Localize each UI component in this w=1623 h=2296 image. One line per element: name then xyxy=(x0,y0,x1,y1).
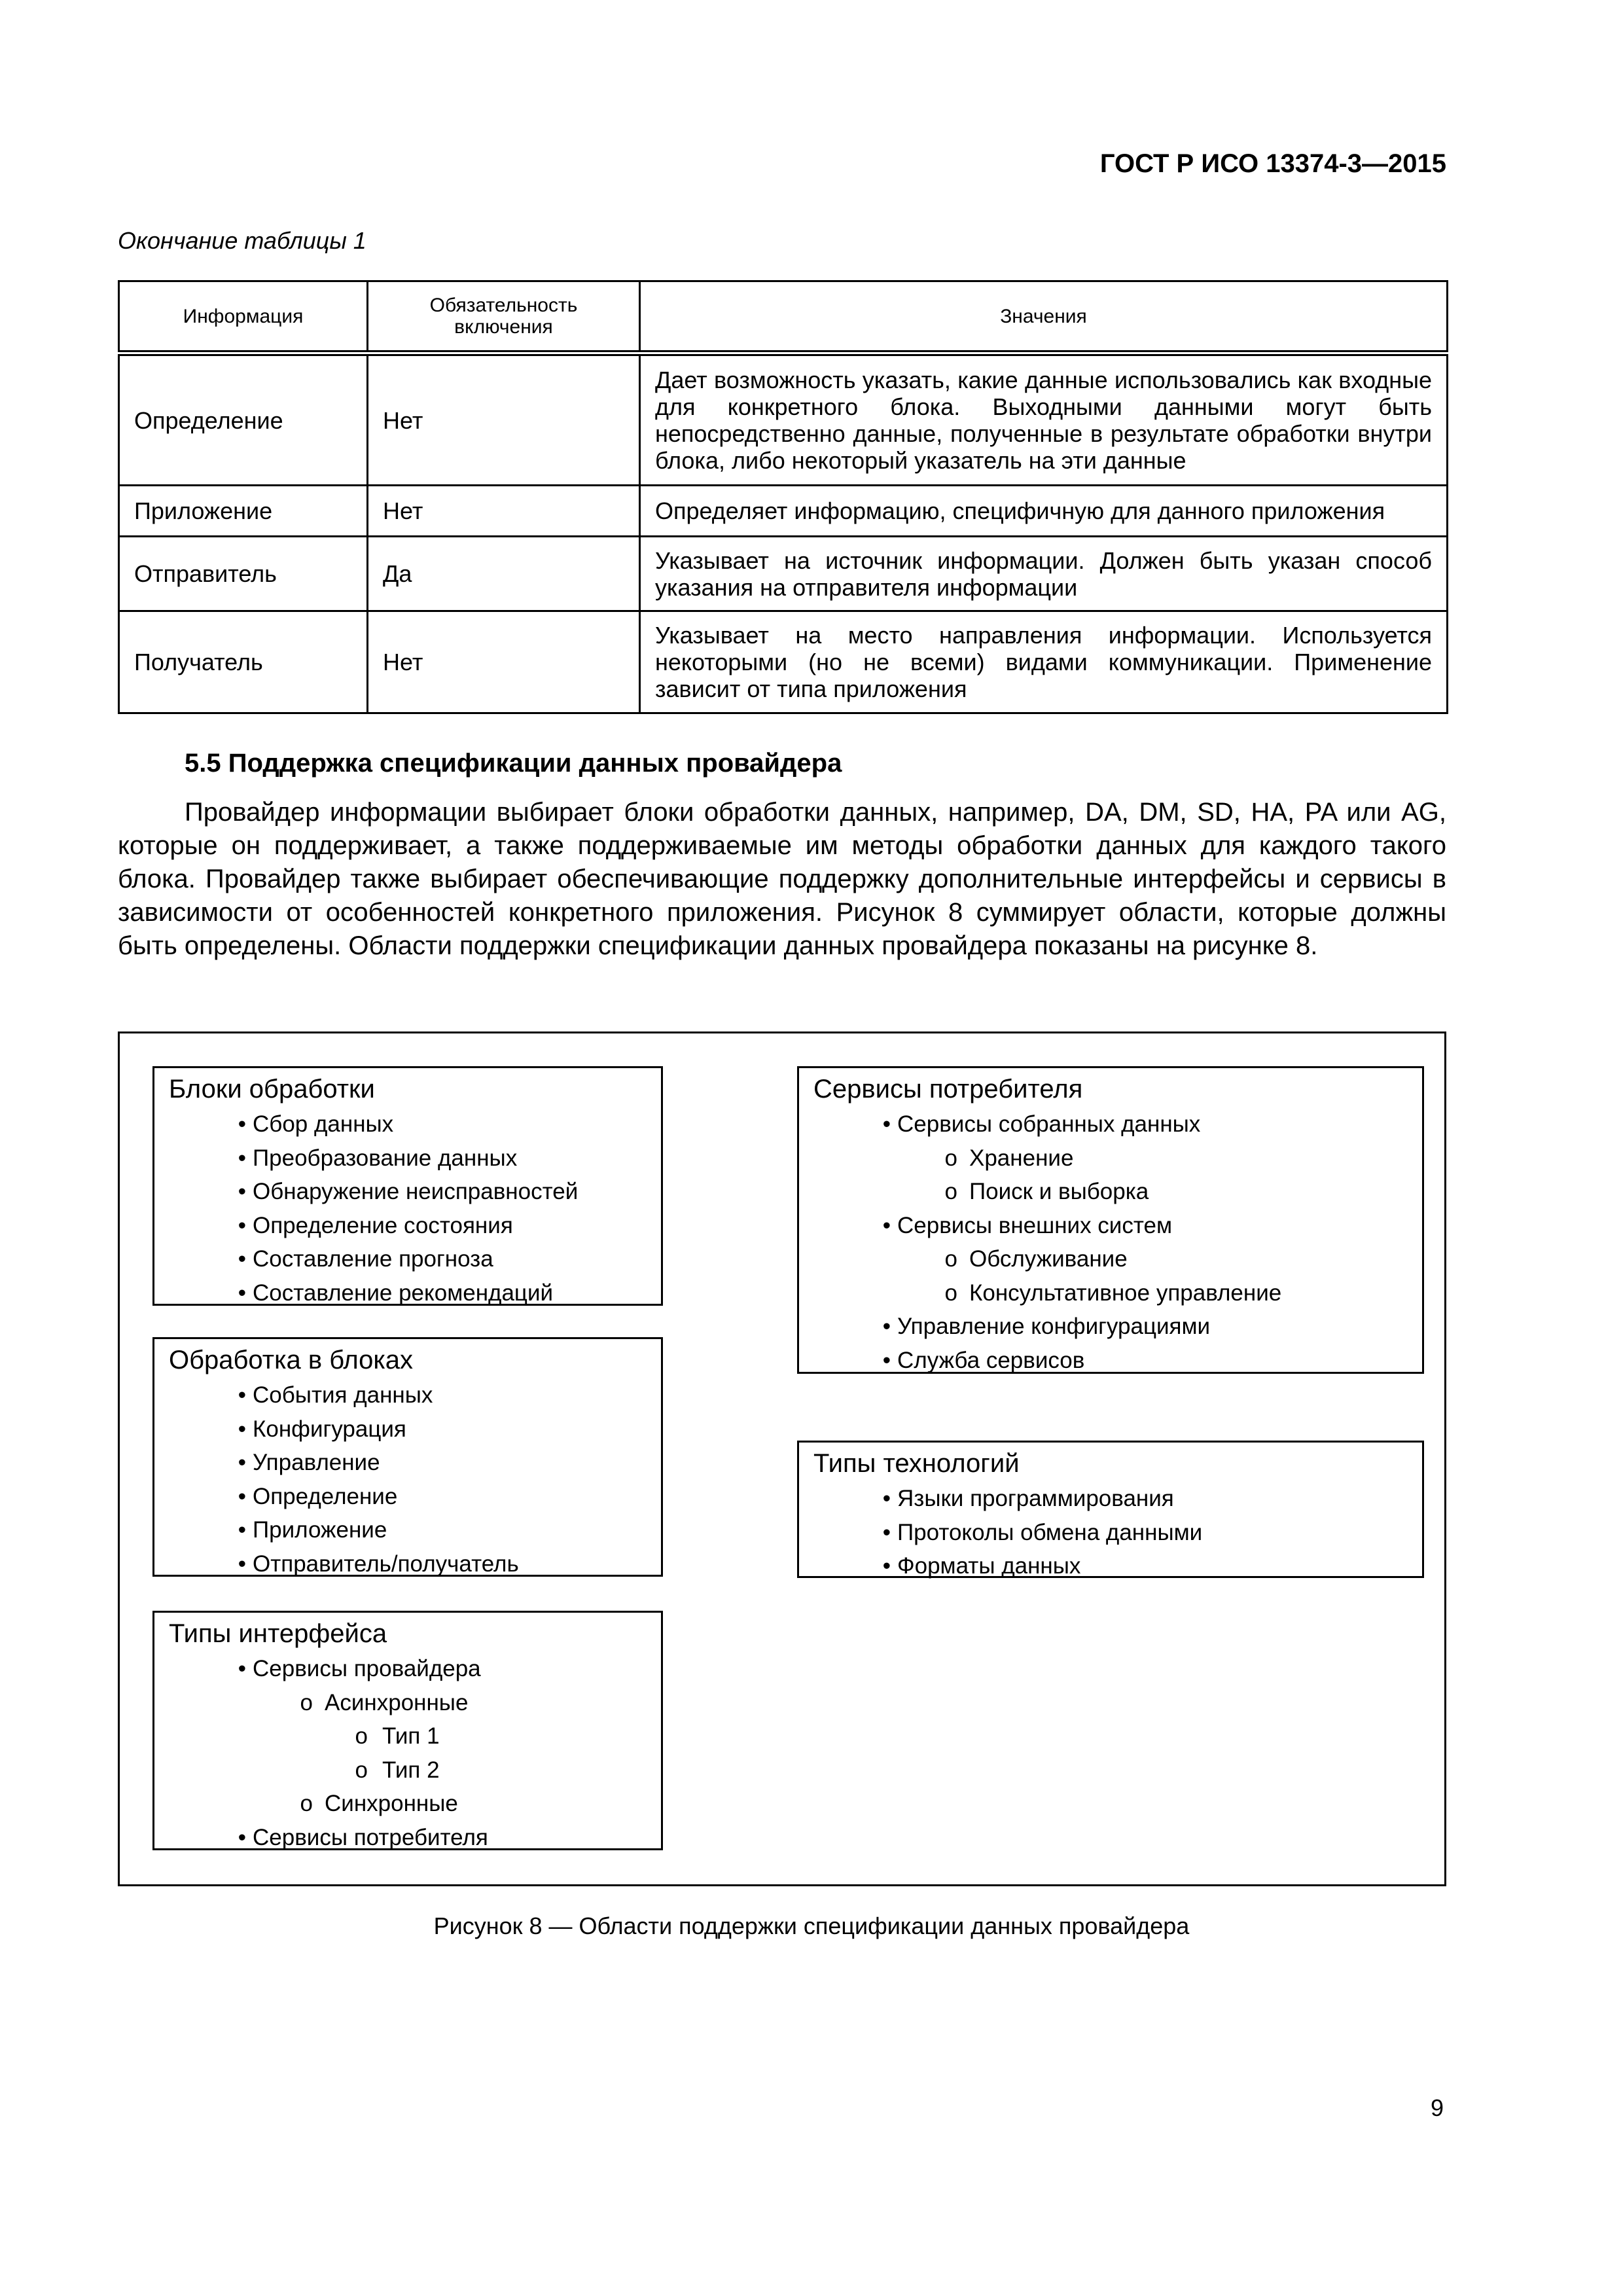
box-technology-types xyxy=(797,1441,1424,1578)
table-row xyxy=(119,611,1448,713)
box-title: Блоки обработки xyxy=(169,1075,375,1103)
figure-8-frame xyxy=(118,1031,1446,1886)
list-item: • Сервисы провайдера xyxy=(154,1652,661,1686)
sub-bullet-icon: o xyxy=(300,1689,313,1715)
box-interface-types xyxy=(152,1611,663,1850)
bullet-icon: • xyxy=(238,1111,246,1137)
cell-required: Нет xyxy=(368,486,640,537)
bullet-icon: • xyxy=(238,1416,246,1442)
cell-value: Дает возможность указать, какие данные использовались как входные для конкретного блока. Выходными данными могут быть непосредственно данные, полученные в результате обработки внутри блока, либо некоторый указатель на эти данные xyxy=(640,353,1448,486)
col-header-info: Информация xyxy=(119,281,368,353)
list-item: • Языки программирования xyxy=(799,1482,1422,1516)
cell-info: Получатель xyxy=(119,611,368,713)
sub-bullet-icon: o xyxy=(300,1791,313,1816)
bullet-icon: • xyxy=(882,1111,891,1137)
list-item: • Сервисы внешних систем xyxy=(799,1209,1422,1243)
list-item: • Определение xyxy=(154,1480,661,1514)
bullet-icon: • xyxy=(238,1483,246,1509)
list-item: • Отправитель/получатель xyxy=(154,1547,661,1581)
list-item: o Хранение xyxy=(799,1141,1422,1175)
bullet-icon: • xyxy=(238,1551,246,1577)
list-item: • Составление прогноза xyxy=(154,1242,661,1276)
cell-required: Да xyxy=(368,537,640,611)
cell-value: Указывает на источник информации. Должен быть указан способ указания на отправителя информации xyxy=(640,537,1448,611)
list-item: • Конфигурация xyxy=(154,1412,661,1446)
section-title: 5.5 Поддержка спецификации данных провайдера xyxy=(185,749,842,778)
bullet-icon: • xyxy=(238,1517,246,1543)
table-caption: Окончание таблицы 1 xyxy=(118,227,366,254)
list-item: o Тип 2 xyxy=(154,1753,661,1787)
col-header-required: Обязательность включения xyxy=(368,281,640,353)
box-list xyxy=(154,1652,661,1854)
bullet-icon: • xyxy=(238,1179,246,1204)
bullet-icon: • xyxy=(882,1519,891,1545)
page-number: 9 xyxy=(1430,2094,1444,2121)
cell-info: Определение xyxy=(119,353,368,486)
cell-required: Нет xyxy=(368,353,640,486)
bullet-icon: • xyxy=(238,1246,246,1272)
bullet-icon: • xyxy=(882,1212,891,1238)
box-block-processing xyxy=(152,1337,663,1577)
table-row xyxy=(119,486,1448,537)
cell-info: Приложение xyxy=(119,486,368,537)
box-list xyxy=(154,1378,661,1581)
list-item: o Тип 1 xyxy=(154,1719,661,1753)
bullet-icon: • xyxy=(238,1212,246,1238)
list-item: • Протоколы обмена данными xyxy=(799,1516,1422,1550)
sub-bullet-icon: o xyxy=(355,1757,368,1783)
list-item: o Обслуживание xyxy=(799,1242,1422,1276)
figure-caption: Рисунок 8 — Области поддержки спецификации данных провайдера xyxy=(433,1912,1190,1939)
table-row xyxy=(119,353,1448,486)
list-item: o Поиск и выборка xyxy=(799,1175,1422,1209)
bullet-icon: • xyxy=(882,1486,891,1511)
sub-bullet-icon: o xyxy=(944,1179,957,1204)
bullet-icon: • xyxy=(238,1280,246,1306)
box-list xyxy=(799,1482,1422,1583)
col-header-values: Значения xyxy=(640,281,1448,353)
bullet-icon: • xyxy=(238,1382,246,1408)
bullet-icon: • xyxy=(882,1553,891,1579)
bullet-icon: • xyxy=(238,1656,246,1681)
list-item: o Синхронные xyxy=(154,1787,661,1821)
list-item: • Определение состояния xyxy=(154,1209,661,1243)
bullet-icon: • xyxy=(238,1450,246,1475)
bullet-icon: • xyxy=(882,1347,891,1373)
box-list xyxy=(799,1107,1422,1377)
list-item: • Сервисы потребителя xyxy=(154,1821,661,1855)
body-paragraph: Провайдер информации выбирает блоки обработки данных, например, DA, DM, SD, HA, PA или AG, которые он поддерживает, а также поддерживаемые им методы обработки данных для каждого такого блока. Провайдер также выбирает обеспечивающие поддержку дополнительные интерфейсы и сервисы в зависимости от особенностей конкретного приложения. Рисунок 8 суммирует области, которые должны быть определены. Области поддержки спецификации данных провайдера показаны на рисунке 8. xyxy=(118,798,1446,960)
info-table xyxy=(118,280,1448,714)
box-list xyxy=(154,1107,661,1310)
box-title: Типы интерфейса xyxy=(169,1619,387,1648)
list-item: o Асинхронные xyxy=(154,1686,661,1720)
sub-bullet-icon: o xyxy=(944,1246,957,1272)
table-row xyxy=(119,537,1448,611)
list-item: • Сбор данных xyxy=(154,1107,661,1141)
sub-bullet-icon: o xyxy=(944,1145,957,1171)
bullet-icon: • xyxy=(238,1145,246,1171)
list-item: • События данных xyxy=(154,1378,661,1412)
list-item: • Сервисы собранных данных xyxy=(799,1107,1422,1141)
sub-bullet-icon: o xyxy=(944,1280,957,1306)
bullet-icon: • xyxy=(238,1824,246,1850)
cell-value: Указывает на место направления информации. Используется некоторыми (но не всеми) видами коммуникации. Применение зависит от типа приложения xyxy=(640,611,1448,713)
box-consumer-services xyxy=(797,1066,1424,1374)
box-title: Сервисы потребителя xyxy=(813,1075,1083,1103)
list-item: • Форматы данных xyxy=(799,1549,1422,1583)
box-title: Обработка в блоках xyxy=(169,1346,413,1374)
cell-value: Определяет информацию, специфичную для данного приложения xyxy=(640,486,1448,537)
list-item: • Приложение xyxy=(154,1513,661,1547)
box-title: Типы технологий xyxy=(813,1449,1020,1478)
cell-info: Отправитель xyxy=(119,537,368,611)
document-id-header: ГОСТ Р ИСО 13374-3—2015 xyxy=(1099,149,1446,178)
box-processing-blocks xyxy=(152,1066,663,1306)
list-item: • Управление xyxy=(154,1446,661,1480)
table-header-row xyxy=(119,281,1448,353)
list-item: • Преобразование данных xyxy=(154,1141,661,1175)
list-item: • Составление рекомендаций xyxy=(154,1276,661,1310)
list-item: o Консультативное управление xyxy=(799,1276,1422,1310)
sub-bullet-icon: o xyxy=(355,1723,368,1749)
cell-required: Нет xyxy=(368,611,640,713)
list-item: • Управление конфигурациями xyxy=(799,1310,1422,1344)
bullet-icon: • xyxy=(882,1314,891,1339)
list-item: • Служба сервисов xyxy=(799,1344,1422,1378)
list-item: • Обнаружение неисправностей xyxy=(154,1175,661,1209)
